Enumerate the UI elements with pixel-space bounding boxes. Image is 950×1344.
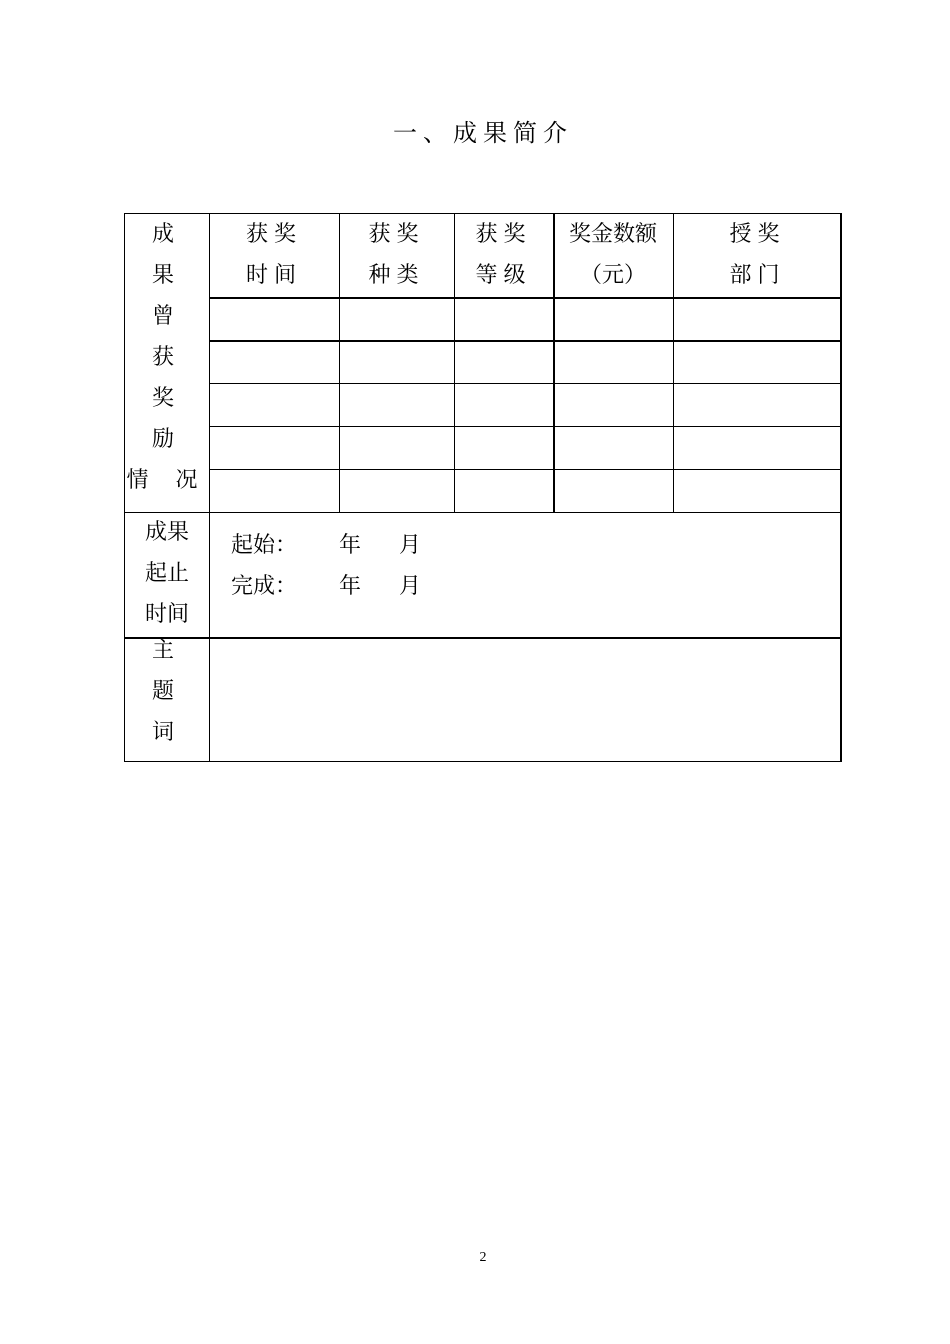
award-cell[interactable] <box>210 470 336 509</box>
start-label: 起始： <box>231 533 298 558</box>
label-char: 奖 <box>151 386 182 411</box>
award-cell[interactable] <box>554 341 670 380</box>
award-cell[interactable] <box>674 298 839 337</box>
year-unit: 年 <box>339 533 362 558</box>
award-cell[interactable] <box>340 384 451 423</box>
start-date-field[interactable] <box>231 525 531 566</box>
end-label: 完成： <box>231 574 298 599</box>
header-prize-amount: 奖金数额 （元） <box>568 222 657 288</box>
award-cell[interactable] <box>210 341 336 380</box>
award-cell[interactable] <box>210 427 336 466</box>
award-cell[interactable] <box>340 298 451 337</box>
awards-row-label <box>125 214 209 501</box>
page-number: 2 <box>479 1250 487 1265</box>
award-cell[interactable] <box>340 341 451 380</box>
header-award-time: 获奖 时间 <box>245 222 302 288</box>
keywords-value[interactable] <box>211 640 841 760</box>
year-unit: 年 <box>339 574 362 599</box>
label-char: 励 <box>151 427 182 452</box>
award-cell[interactable] <box>455 298 550 337</box>
award-cell[interactable] <box>455 384 550 423</box>
month-unit: 月 <box>399 533 422 558</box>
award-cell[interactable] <box>674 470 839 509</box>
award-cell[interactable] <box>340 470 451 509</box>
section-title: 一、成果简介 <box>393 119 573 147</box>
section-divider <box>125 512 842 513</box>
award-cell[interactable] <box>674 341 839 380</box>
label-char: 情 况 <box>126 468 208 493</box>
award-cell[interactable] <box>210 384 336 423</box>
month-unit: 月 <box>399 574 422 599</box>
section-divider <box>125 637 842 639</box>
label-char: 成 <box>151 222 182 247</box>
award-cell[interactable] <box>554 384 670 423</box>
header-award-level: 获奖 等级 <box>475 222 532 288</box>
award-cell[interactable] <box>554 427 670 466</box>
award-cell[interactable] <box>210 298 336 337</box>
award-cell[interactable] <box>554 470 670 509</box>
award-cell[interactable] <box>455 341 550 380</box>
end-date-field[interactable] <box>231 566 531 607</box>
award-cell[interactable] <box>674 427 839 466</box>
label-char: 获 <box>151 345 182 370</box>
award-cell[interactable] <box>455 427 550 466</box>
award-cell[interactable] <box>674 384 839 423</box>
header-award-type: 获奖 种类 <box>368 222 425 288</box>
period-row-label: 成果 起止 时间 <box>144 520 189 627</box>
label-char: 曾 <box>151 304 182 329</box>
award-cell[interactable] <box>455 470 550 509</box>
award-cell[interactable] <box>340 427 451 466</box>
award-cell[interactable] <box>554 298 670 337</box>
header-awarding-dept: 授奖 部门 <box>729 222 786 288</box>
keywords-row-label: 主 题 词 <box>151 638 182 745</box>
label-char: 果 <box>151 263 182 288</box>
